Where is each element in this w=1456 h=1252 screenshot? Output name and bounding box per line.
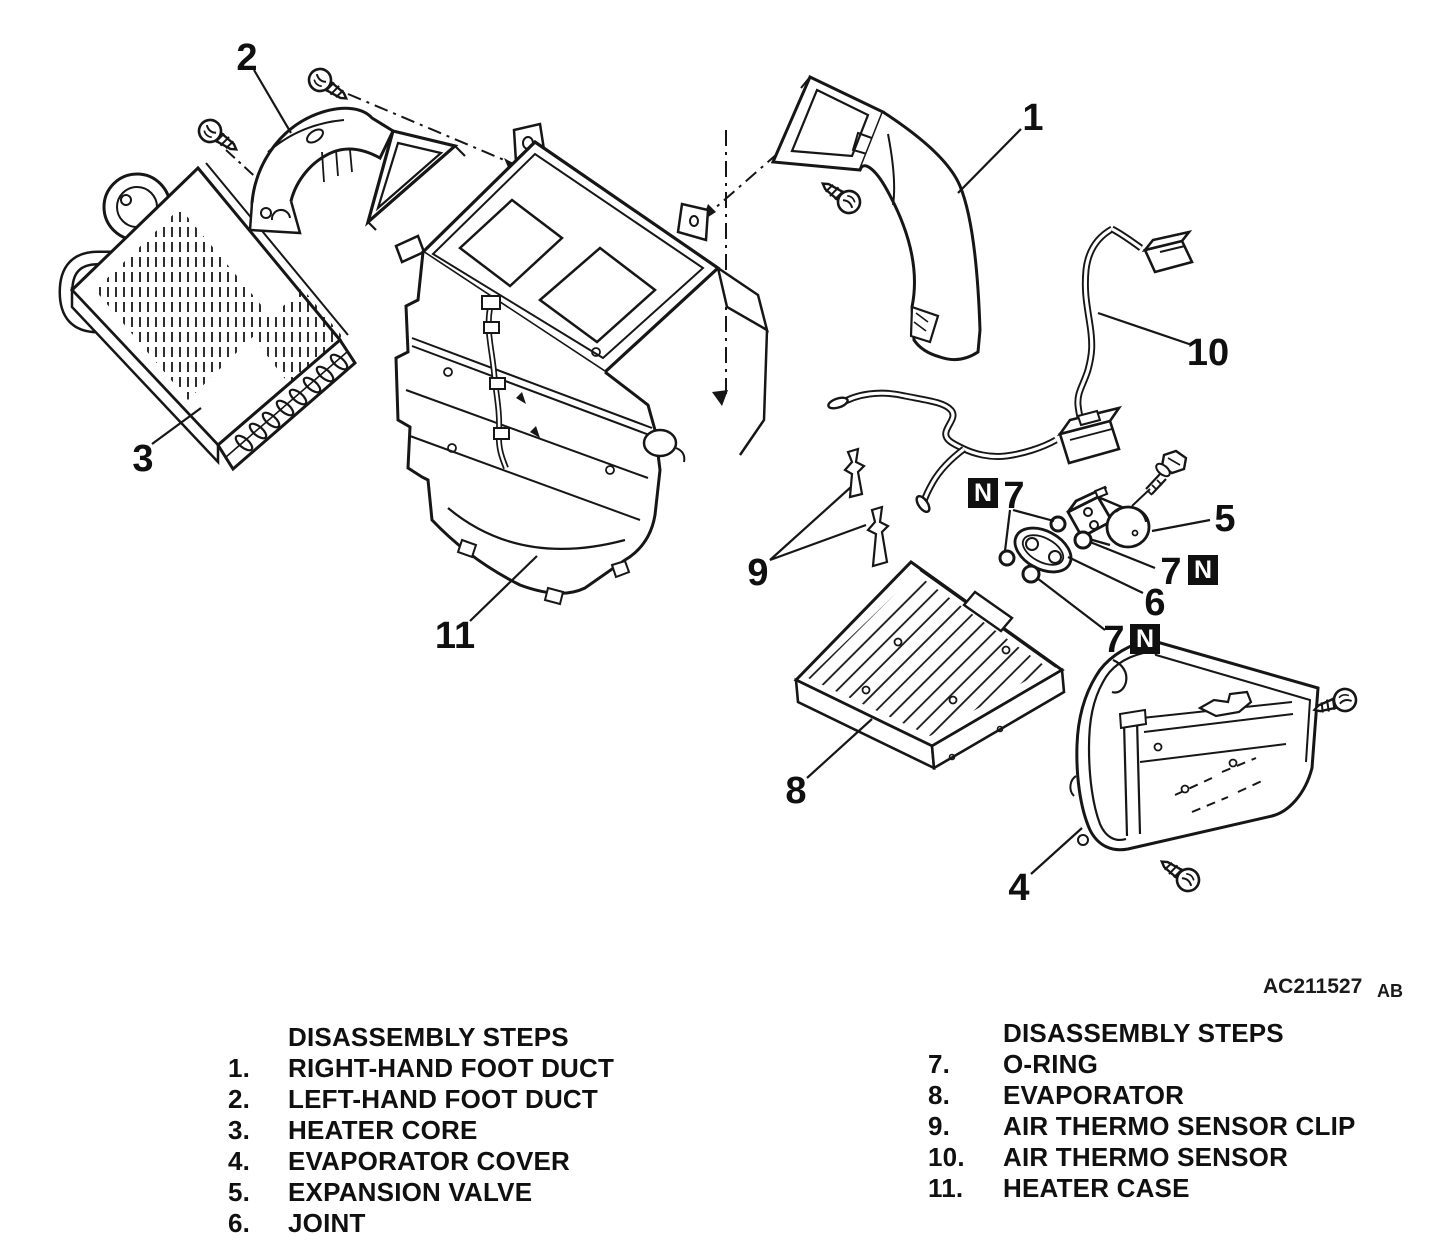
list-item <box>928 1049 1356 1080</box>
callout-11: 11 <box>434 615 476 657</box>
left-foot-duct-drawing <box>250 108 465 233</box>
leader-lines <box>152 70 1213 874</box>
item-number: 1. <box>228 1053 251 1083</box>
screw-icon <box>195 116 243 159</box>
item-name: AIR THERMO SENSOR <box>1003 1142 1289 1172</box>
callout-8: 8 <box>785 770 807 812</box>
callout-7b: 7 <box>1160 551 1182 593</box>
callout-1: 1 <box>1022 97 1044 139</box>
item-number: 2. <box>228 1084 251 1114</box>
item-name: RIGHT-HAND FOOT DUCT <box>288 1053 615 1083</box>
list-item <box>228 1146 614 1177</box>
item-number: 6. <box>228 1208 251 1238</box>
list-item <box>228 1177 614 1208</box>
item-number: 3. <box>228 1115 251 1145</box>
disassembly-steps-right <box>928 1018 1356 1204</box>
n-badge-icon: N <box>1193 556 1213 584</box>
list-item <box>928 1142 1356 1173</box>
list-item <box>928 1080 1356 1111</box>
evaporator-drawing <box>796 562 1064 768</box>
item-number: 4. <box>228 1146 251 1176</box>
right-foot-duct-drawing <box>773 77 980 360</box>
item-number: 8. <box>928 1080 951 1110</box>
item-name: HEATER CASE <box>1003 1173 1190 1203</box>
callout-2: 2 <box>236 37 258 79</box>
heater-core-drawing <box>66 163 355 469</box>
callout-3: 3 <box>132 438 154 480</box>
callout-7a: 7 <box>1003 475 1025 517</box>
item-number: 5. <box>228 1177 251 1207</box>
joint-drawing <box>1008 519 1079 581</box>
list-item <box>928 1173 1356 1204</box>
list-item <box>928 1111 1356 1142</box>
sensor-clips-drawing <box>845 449 888 566</box>
list-title: DISASSEMBLY STEPS <box>288 1022 569 1052</box>
figure-code-suffix: AB <box>1377 981 1403 1001</box>
list-item <box>228 1084 614 1115</box>
air-thermo-sensor-drawing <box>1060 229 1192 463</box>
screw-icon <box>1155 853 1203 896</box>
disassembly-steps-left <box>228 1022 614 1239</box>
item-number: 11. <box>928 1173 964 1203</box>
figure-code-text: AC211527 <box>1263 975 1363 998</box>
callout-5: 5 <box>1214 498 1236 540</box>
list-title: DISASSEMBLY STEPS <box>1003 1018 1284 1048</box>
list-item <box>228 1208 614 1239</box>
n-badge-icon: N <box>973 479 993 507</box>
callout-6: 6 <box>1144 582 1166 624</box>
callout-9: 9 <box>747 552 769 594</box>
n-badge-icon: N <box>1135 625 1155 653</box>
item-name: AIR THERMO SENSOR CLIP <box>1003 1111 1356 1141</box>
item-name: EVAPORATOR COVER <box>288 1146 571 1176</box>
callout-4: 4 <box>1008 867 1030 909</box>
callout-10: 10 <box>1186 332 1230 374</box>
screw-icon <box>305 65 353 108</box>
item-number: 9. <box>928 1111 951 1141</box>
item-name: EXPANSION VALVE <box>288 1177 533 1207</box>
item-name: EVAPORATOR <box>1003 1080 1185 1110</box>
item-name: O-RING <box>1003 1049 1099 1079</box>
item-name: JOINT <box>288 1208 366 1238</box>
item-name: LEFT-HAND FOOT DUCT <box>288 1084 598 1114</box>
item-number: 10. <box>928 1142 965 1172</box>
evaporator-cover-drawing <box>1070 640 1318 850</box>
list-item <box>228 1115 614 1146</box>
item-name: HEATER CORE <box>288 1115 478 1145</box>
figure-code <box>1263 975 1403 1001</box>
callout-7c: 7 <box>1103 619 1125 661</box>
screw-icon <box>816 175 864 218</box>
list-item <box>228 1053 614 1084</box>
heater-case-drawing <box>396 124 767 604</box>
item-number: 7. <box>928 1049 951 1079</box>
